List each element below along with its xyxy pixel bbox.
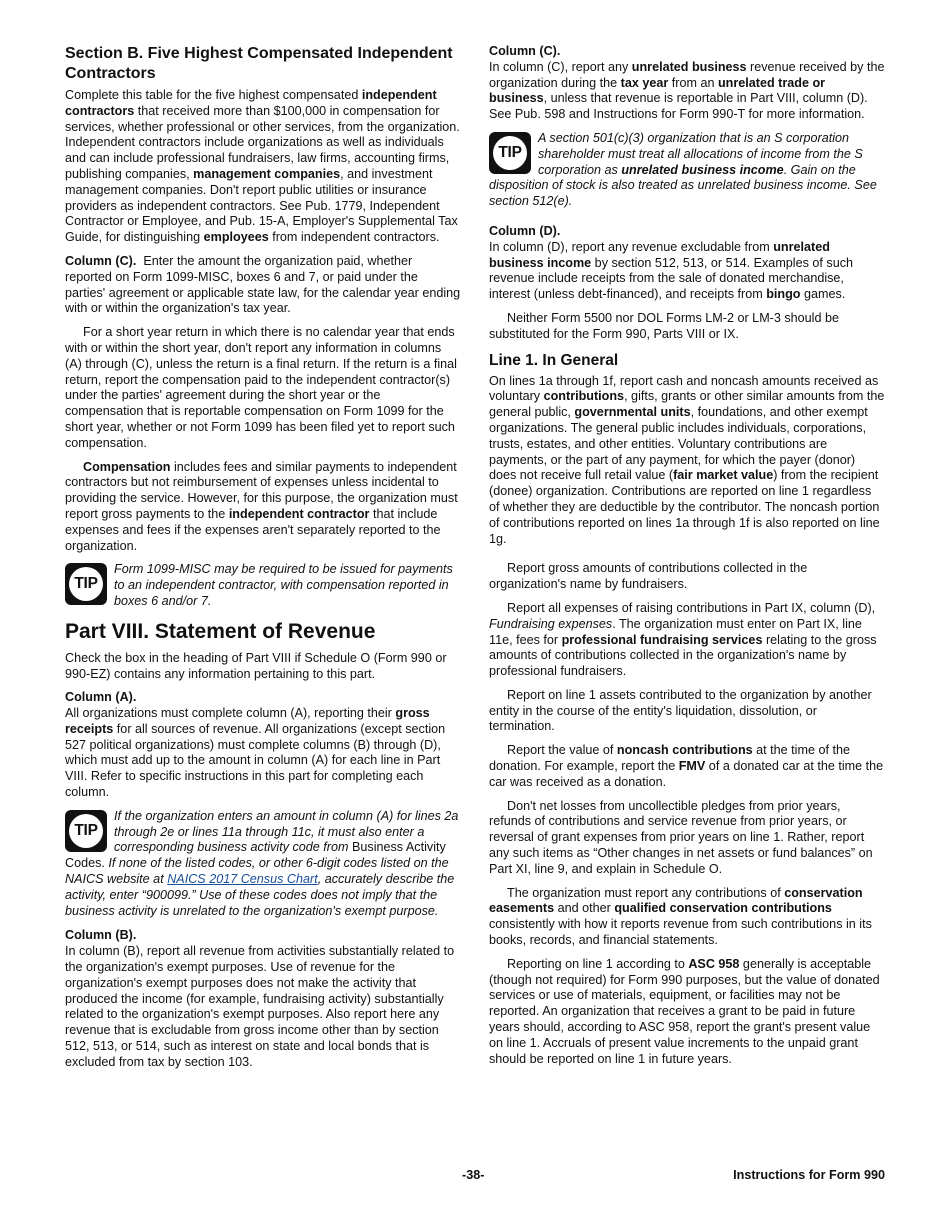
tip-icon: TIP bbox=[65, 563, 107, 605]
tip-business-activity-codes: TIP If the organization enters an amount in column (A) for lines 2a through 2e or lines 11a through 11c, it must also enter a corresponding business activity code from Business Activity Codes. If none of the listed codes, or other 6-digit codes listed on the NAICS website at NAICS 2017 Census Chart, accurately describe the activity, enter “900099.” Use of these codes does not imply that the business activity is unrelated to the organization's exempt purpose. bbox=[65, 808, 459, 918]
right-column-c-label: Column (C). bbox=[489, 44, 561, 58]
neither-form-paragraph: Neither Form 5500 nor DOL Forms LM-2 or LM-3 should be substituted for the Form 990, Parts VIII or IX. bbox=[489, 310, 839, 341]
column-d-label: Column (D). bbox=[489, 223, 561, 238]
column-a-paragraph: Column (A). All organizations must complete column (A), reporting their gross receipts for all sources of revenue. All organizations (except section 527 political organizations) must complete columns (B) through (D), which must add up to the amount in column (A) for each line in Part VIII. Refer to specific instructions in this part for completing each column. bbox=[65, 690, 461, 801]
fundraising-expenses-paragraph: Report all expenses of raising contributions in Part IX, column (D), Fundraising expenses. The organization must enter on Part IX, line 11e, fees for professional fundraising services relating to the gross amounts of contributions collected in the organization's name by professional fundraisers. bbox=[489, 600, 877, 679]
section-b-intro: Complete this table for the five highest compensated independent contractors that received more than $100,000 in compensation for services, whether professional or other services, from the organization. Independent contractors include organizations as well as individuals and can include professional fundraisers, law firms, accounting firms, publishing companies, management companies, and investment management companies. Don't report public utilities or insurance providers as independent contractors. See Pub. 1779, Independent Contractor or Employee, and Pub. 15-A, Employer's Supplemental Tax Guide, for distinguishing employees from independent contractors. bbox=[65, 88, 460, 245]
left-column bbox=[65, 44, 461, 1079]
footer-title: Instructions for Form 990 bbox=[733, 1168, 885, 1182]
noncash-paragraph: Report the value of noncash contributions at the time of the donation. For example, report the FMV of a donated car at the time the car was received as a donation. bbox=[489, 743, 884, 789]
part-viii-intro: Check the box in the heading of Part VIII if Schedule O (Form 990 or 990-EZ) contains any information pertaining to this part. bbox=[65, 650, 447, 681]
right-column bbox=[489, 44, 885, 1075]
tip-1099-misc: TIP Form 1099-MISC may be required to be issued for payments to an independent contractor, with compensation reported in boxes 6 and/or 7. bbox=[65, 562, 461, 609]
page-number: -38- bbox=[462, 1168, 485, 1182]
line-1-general-paragraph: On lines 1a through 1f, report cash and noncash amounts received as voluntary contributions, gifts, grants or other similar amounts from the general public, governmental units, foundations, and other exempt organizations. The general public includes individuals, corporations, trusts, estates, and other entities. Voluntary contributions are payments, or the part of any payment, for which the payer (donor) does not receive full retail value (fair market value) from the recipient (donee) organization. Contributions are reported on line 1 regardless of whether they are deductible by the contributor. The noncash portion of contributions reported on lines 1a through 1f is also reported on line 1g. bbox=[489, 373, 885, 546]
tip-icon: TIP bbox=[65, 810, 107, 852]
column-c-label: Column (C). bbox=[65, 253, 137, 268]
conservation-easements-paragraph: The organization must report any contributions of conservation easements and other qualified conservation contributions consistently with how it reports revenue from such contributions in its books, records, and financial statements. bbox=[489, 885, 872, 948]
compensation-paragraph: Compensation includes fees and similar payments to independent contractors but not reimbursement of expenses unless incidental to providing the service. However, for this purpose, the organization must report gross payments to the independent contractor that include expenses and fees if the expenses aren't separately reported to the organization. bbox=[65, 459, 458, 553]
gross-amounts-paragraph: Report gross amounts of contributions collected in the organization's name by fundraisers. bbox=[489, 561, 808, 592]
naics-census-chart-link[interactable]: NAICS 2017 Census Chart bbox=[167, 872, 318, 887]
dont-net-losses-paragraph: Don't net losses from uncollectible pledges from prior years, refunds of contributions and service revenue from prior years, or reversal of grant expenses from prior years on line 1. Rather, report any such items as “Other changes in net assets or fund balances” on Part XI, line 9, and explain in Schedule O. bbox=[489, 798, 873, 876]
line-1-heading: Line 1. In General bbox=[489, 351, 619, 369]
assets-contributed-paragraph: Report on line 1 assets contributed to the organization by another entity in the course of the entity's liquidation, dissolution, or termination. bbox=[489, 687, 872, 734]
column-d-paragraph: Column (D). In column (D), report any revenue excludable from unrelated business income by section 512, 513, or 514. Examples of such revenue include receipts from the sale of donated merchandise, interest (unless debt-financed), and receipts from bingo games. bbox=[489, 224, 885, 303]
tip-s-corporation: TIP A section 501(c)(3) organization that is an S corporation shareholder must treat all allocations of income from the S corporation as unrelated business income. Gain on the disposition of stock is also treated as unrelated business income. See section 512(e). bbox=[489, 130, 877, 209]
column-a-label: Column (A). bbox=[65, 690, 137, 705]
column-b-label: Column (B). bbox=[65, 928, 137, 943]
section-b-heading: Section B. Five Highest Compensated Independent Contractors bbox=[65, 45, 453, 82]
right-column-c-paragraph: Column (C). In column (C), report any unrelated business revenue received by the organization during the tax year from an unrelated trade or business, unless that revenue is reportable in Part VIII, column (D). See Pub. 598 and Instructions for Form 990-T for more information. bbox=[489, 44, 885, 122]
column-b-paragraph: Column (B). In column (B), report all revenue from activities substantially related to the organization's exempt purposes. Use of revenue for the organization's exempt purposes does not make the activity that produced the income (for example, fundraising activity) substantially related to the organization's exempt purposes. Also report here any revenue that is excludable from gross income other than by section 512, 513, or 514, such as interest on state and local bonds that is excluded from tax by section 103. bbox=[65, 928, 461, 1070]
part-viii-heading: Part VIII. Statement of Revenue bbox=[65, 619, 376, 643]
asc-958-paragraph: Reporting on line 1 according to ASC 958 generally is acceptable (though not required) for Form 990 purposes, but the value of donated services or use of materials, equipment, or facilities may not be reported. An organization that receives a grant to be paid in future years should, according to ASC 958, report the grant's present value on line 1. Accruals of present value increments to the unpaid grant should be reported on line 1 in future years. bbox=[489, 956, 880, 1066]
column-c-paragraph: Column (C). Enter the amount the organization paid, whether reported on Form 1099-MISC, boxes 6 and 7, or paid under the parties' agreement or applicable state law, for the calendar year ending with or within the organization's tax year. bbox=[65, 253, 461, 316]
tip-icon: TIP bbox=[489, 132, 531, 174]
short-year-paragraph: For a short year return in which there is no calendar year that ends with or within the short year, don't report any information in columns (A) through (C), unless the return is a final return. If the return is a final return, report the compensation paid to the independent contractor(s) under the parties' agreement during the short year or the compensation that is reportable compensation on Form 1099 for the short year, whether or not Form 1099 has been filed yet to report such compensation. bbox=[65, 325, 457, 450]
